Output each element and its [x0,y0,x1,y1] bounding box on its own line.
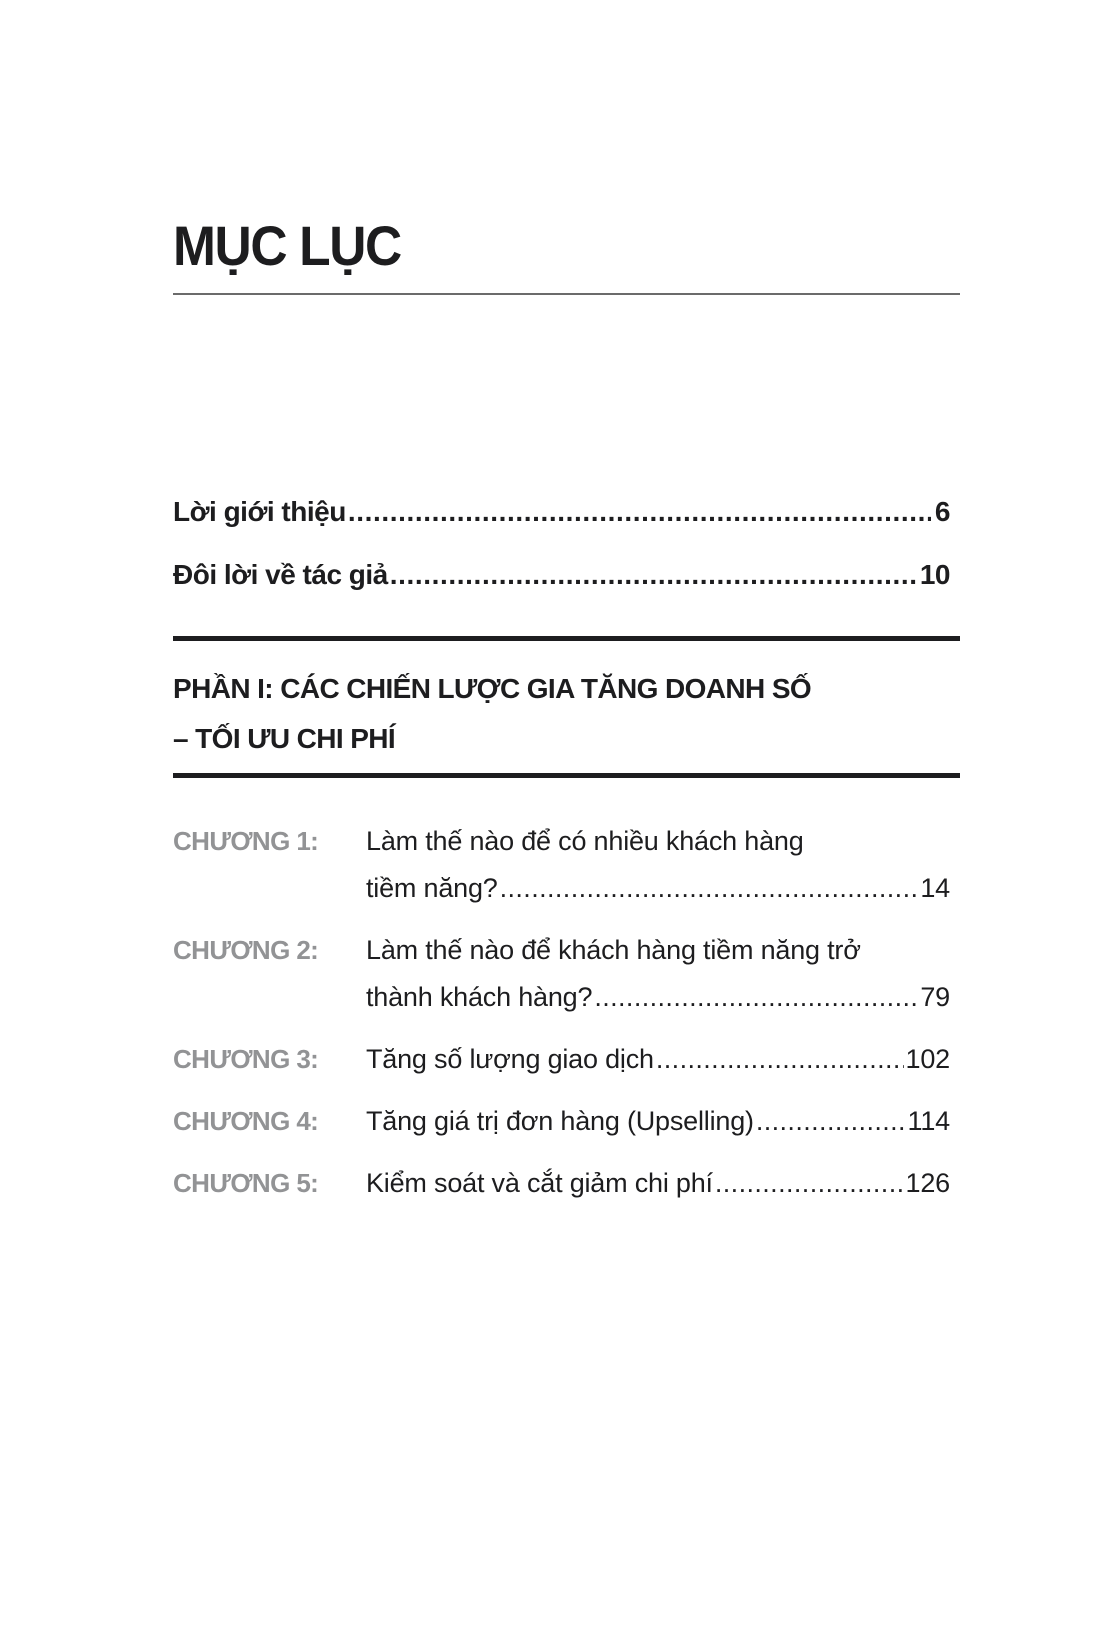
toc-page-number: 79 [920,982,950,1012]
chapter-title-line1: Kiểm soát và cắt giảm chi phí [366,1168,713,1198]
chapter-label: CHƯƠNG 1: [173,826,319,856]
chapter-label: CHƯƠNG 5: [173,1168,319,1198]
toc-entry-label: Đôi lời về tác giả [173,559,388,590]
toc-page-number: 14 [920,873,950,903]
part-divider-top [173,636,960,641]
toc-entry-about-author[interactable] [173,557,950,593]
toc-page-number: 126 [905,1168,950,1198]
part-heading [173,664,960,764]
page-title: MỤC LỤC [173,214,401,277]
dot-leader [390,557,916,593]
toc-page-number: 10 [919,559,950,590]
chapter-label: CHƯƠNG 3: [173,1044,319,1074]
dot-leader [348,494,931,530]
dot-leader [500,865,919,912]
part-heading-line2: – TỐI ƯU CHI PHÍ [173,723,396,754]
toc-page-number: 6 [934,496,950,527]
chapter-title-line1: Tăng số lượng giao dịch [366,1044,654,1074]
chapter-title-line1: Làm thế nào để khách hàng tiềm năng trở [366,935,861,965]
dot-leader [594,974,918,1021]
chapter-label: CHƯƠNG 2: [173,935,319,965]
toc-entry-introduction[interactable] [173,494,950,530]
chapter-title-line1: Làm thế nào để có nhiều khách hàng [366,826,804,856]
dot-leader [715,1160,904,1207]
chapter-title-line2: tiềm năng? [366,873,498,903]
chapter-title-line1: Tăng giá trị đơn hàng (Upselling) [366,1106,754,1136]
chapter-title-line2: thành khách hàng? [366,982,593,1012]
chapter-label: CHƯƠNG 4: [173,1106,319,1136]
part-divider-bottom [173,773,960,778]
toc-entry-label: Lời giới thiệu [173,496,346,527]
toc-page-number: 102 [905,1044,950,1074]
dot-leader [656,1036,904,1083]
title-divider [173,293,960,295]
dot-leader [756,1098,906,1145]
part-heading-line1: PHẦN I: CÁC CHIẾN LƯỢC GIA TĂNG DOANH SỐ [173,673,812,704]
toc-page-number: 114 [907,1106,950,1136]
